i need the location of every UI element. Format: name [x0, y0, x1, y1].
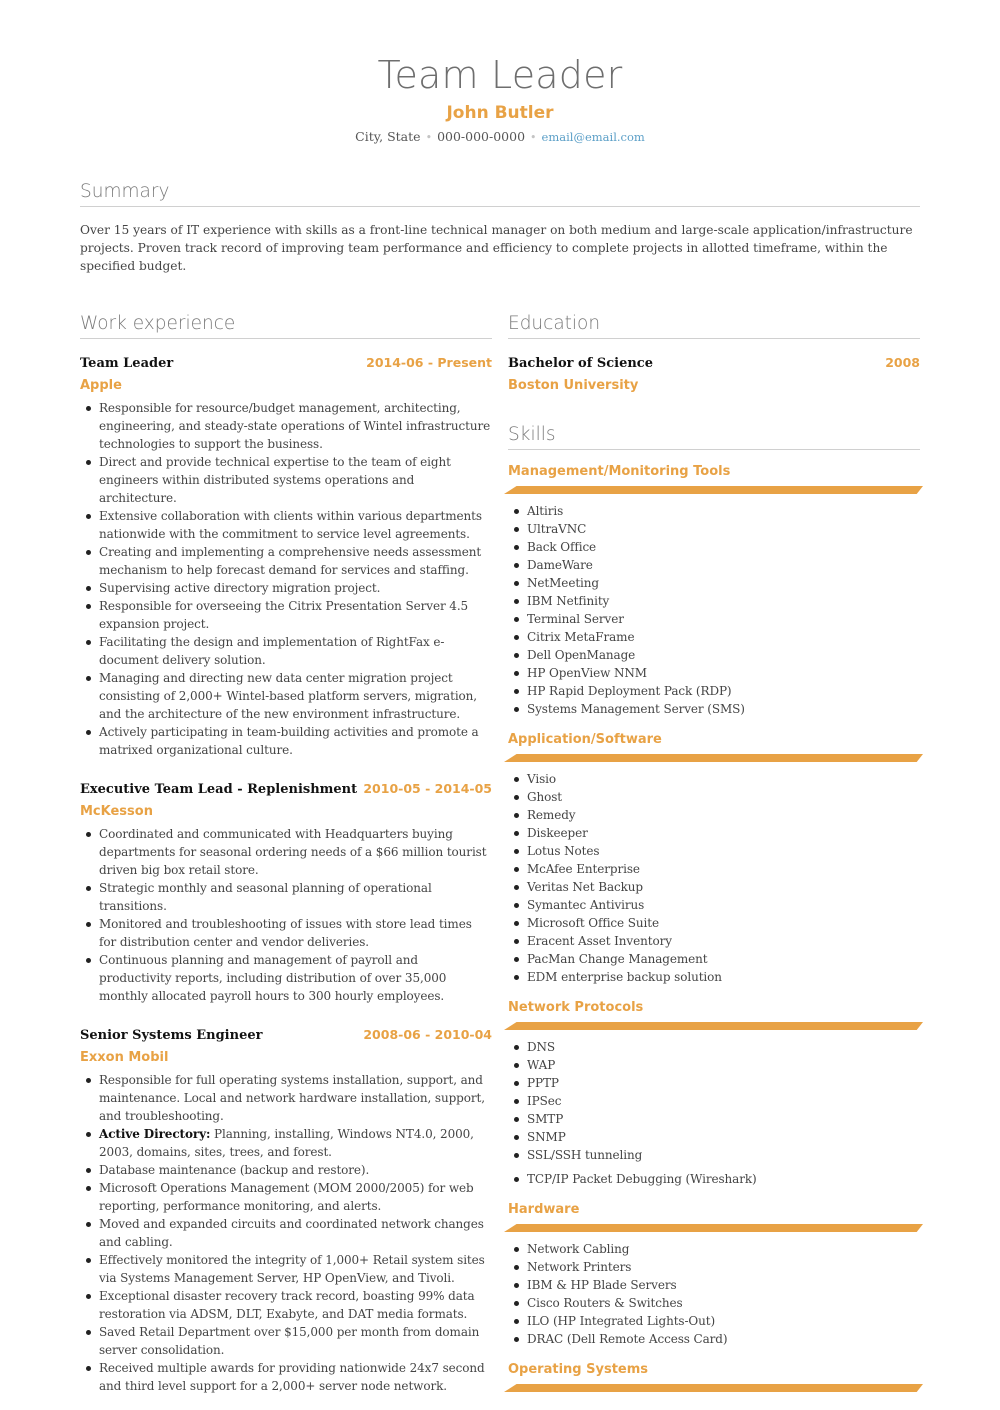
- list-item: Saved Retail Department over $15,000 per month from domain server consolidation.: [80, 1323, 492, 1359]
- summary-heading: Summary: [80, 180, 920, 207]
- skill-item: DameWare: [508, 556, 920, 574]
- skill-item: SSL/SSH tunneling: [508, 1146, 920, 1164]
- skill-item: UltraVNC: [508, 520, 920, 538]
- job-company: Apple: [80, 378, 122, 393]
- school-name: Boston University: [508, 378, 639, 393]
- skill-item: HP Rapid Deployment Pack (RDP): [508, 682, 920, 700]
- skill-item: Network Printers: [508, 1258, 920, 1276]
- job-bullets: [80, 1071, 492, 1395]
- education-entry: [508, 353, 920, 397]
- job-title: Executive Team Lead - Replenishment: [80, 782, 358, 797]
- candidate-name: John Butler: [446, 103, 554, 123]
- graduation-year: 2008: [885, 355, 920, 370]
- job-entry: [80, 1025, 492, 1395]
- skill-item: Ghost: [508, 788, 920, 806]
- skill-level-bar: [504, 1224, 923, 1232]
- list-item: Microsoft Operations Management (MOM 2000/2005) for web reporting, performance monitoring, and alerts.: [80, 1179, 492, 1215]
- separator-dot: •: [425, 131, 433, 144]
- contact-line: [0, 128, 1000, 147]
- list-item: Supervising active directory migration project.: [80, 579, 492, 597]
- skill-item: IPSec: [508, 1092, 920, 1110]
- skill-category: [508, 462, 920, 718]
- job-entry: [80, 353, 492, 759]
- contact-location: City, State: [355, 129, 421, 144]
- skill-item: SMTP: [508, 1110, 920, 1128]
- list-item: Extensive collaboration with clients within various departments nationwide with the commitment to service level agreements.: [80, 507, 492, 543]
- skill-item: Citrix MetaFrame: [508, 628, 920, 646]
- degree: Bachelor of Science: [508, 356, 653, 371]
- resume-title: Team Leader: [377, 53, 623, 97]
- job-title: Senior Systems Engineer: [80, 1028, 263, 1043]
- skills-section: [508, 423, 920, 1392]
- skill-item: Cisco Routers & Switches: [508, 1294, 920, 1312]
- skill-list: [508, 1240, 920, 1348]
- resume-header: [0, 52, 1000, 147]
- job-bullets: [80, 399, 492, 759]
- skill-item: HP OpenView NNM: [508, 664, 920, 682]
- skill-item: SNMP: [508, 1128, 920, 1146]
- skill-item: DRAC (Dell Remote Access Card): [508, 1330, 920, 1348]
- skill-list: [508, 770, 920, 986]
- skill-item: DNS: [508, 1038, 920, 1056]
- job-entry: [80, 779, 492, 1005]
- skill-item: Microsoft Office Suite: [508, 914, 920, 932]
- skill-item: Symantec Antivirus: [508, 896, 920, 914]
- list-item: Coordinated and communicated with Headquarters buying departments for seasonal ordering needs of a $66 million tourist driven big box retail store.: [80, 825, 492, 879]
- skill-category-name: Hardware: [508, 1202, 580, 1217]
- skill-category: [508, 730, 920, 986]
- education-heading: Education: [508, 312, 920, 339]
- skill-item: PacMan Change Management: [508, 950, 920, 968]
- list-item: Actively participating in team-building activities and promote a matrixed organizational culture.: [80, 723, 492, 759]
- skill-item: Visio: [508, 770, 920, 788]
- skill-item: Remedy: [508, 806, 920, 824]
- list-item: Continuous planning and management of payroll and productivity reports, including distribution of over 35,000 monthly allocated payroll hours to 300 hourly employees.: [80, 951, 492, 1005]
- list-item: Managing and directing new data center migration project consisting of 2,000+ Wintel-based platform servers, migration, and the architecture of the new environment infrastructure.: [80, 669, 492, 723]
- skill-category: [508, 998, 920, 1188]
- skill-category: [508, 1200, 920, 1348]
- skill-item: Eracent Asset Inventory: [508, 932, 920, 950]
- skill-item: Network Cabling: [508, 1240, 920, 1258]
- skill-level-bar: [504, 1384, 923, 1392]
- skill-level-bar: [504, 1022, 923, 1030]
- job-date: 2014-06 - Present: [366, 355, 492, 370]
- skill-item: Dell OpenManage: [508, 646, 920, 664]
- skill-item: IBM & HP Blade Servers: [508, 1276, 920, 1294]
- list-item: Monitored and troubleshooting of issues with store lead times for distribution center and vendor deliveries.: [80, 915, 492, 951]
- skill-category-name: Network Protocols: [508, 1000, 644, 1015]
- contact-email-link[interactable]: email@email.com: [541, 130, 645, 144]
- list-item: Responsible for full operating systems installation, support, and maintenance. Local and network hardware installation, support, and troubleshooting.: [80, 1071, 492, 1125]
- active-directory-label: Active Directory:: [99, 1127, 211, 1141]
- job-company: McKesson: [80, 804, 153, 819]
- list-item: Effectively monitored the integrity of 1,000+ Retail system sites via Systems Management Server, HP OpenView, and Tivoli.: [80, 1251, 492, 1287]
- list-item: Direct and provide technical expertise to the team of eight engineers within distributed systems operations and architecture.: [80, 453, 492, 507]
- job-title: Team Leader: [80, 356, 174, 371]
- list-item: Responsible for resource/budget management, architecting, engineering, and steady-state operations of Wintel infrastructure technologies to support the business.: [80, 399, 492, 453]
- list-item: Facilitating the design and implementation of RightFax e-document delivery solution.: [80, 633, 492, 669]
- skill-item: Altiris: [508, 502, 920, 520]
- skill-item: WAP: [508, 1056, 920, 1074]
- list-item: Received multiple awards for providing nationwide 24x7 second and third level support for a 2,000+ server node network.: [80, 1359, 492, 1395]
- summary-section: [80, 180, 920, 275]
- active-directory-text: Planning, installing, Windows NT4.0, 2000, 2003, domains, sites, trees, and forest.: [99, 1127, 474, 1159]
- list-item: Responsible for overseeing the Citrix Presentation Server 4.5 expansion project.: [80, 597, 492, 633]
- skill-list: [508, 502, 920, 718]
- skill-item: Systems Management Server (SMS): [508, 700, 920, 718]
- skill-item: ILO (HP Integrated Lights-Out): [508, 1312, 920, 1330]
- skill-level-bar: [504, 486, 923, 494]
- list-item: Creating and implementing a comprehensive needs assessment mechanism to help forecast demand for services and staffing.: [80, 543, 492, 579]
- skill-category-name: Application/Software: [508, 732, 662, 747]
- skill-item: IBM Netfinity: [508, 592, 920, 610]
- job-company: Exxon Mobil: [80, 1050, 169, 1065]
- education-section: [508, 312, 920, 397]
- skill-item: TCP/IP Packet Debugging (Wireshark): [508, 1170, 920, 1188]
- skill-list: [508, 1038, 920, 1188]
- skill-category-name: Management/Monitoring Tools: [508, 464, 731, 479]
- skill-item: EDM enterprise backup solution: [508, 968, 920, 986]
- list-item: Strategic monthly and seasonal planning of operational transitions.: [80, 879, 492, 915]
- skill-item: NetMeeting: [508, 574, 920, 592]
- skills-heading: Skills: [508, 423, 920, 450]
- work-experience-section: [80, 312, 492, 1395]
- separator-dot: •: [530, 131, 537, 144]
- job-bullets: [80, 825, 492, 1005]
- job-date: 2010-05 - 2014-05: [363, 781, 492, 796]
- right-column: [508, 312, 920, 1392]
- skill-item: Terminal Server: [508, 610, 920, 628]
- skill-item: PPTP: [508, 1074, 920, 1092]
- list-item: Exceptional disaster recovery track record, boasting 99% data restoration via ADSM, DLT, Exabyte, and DAT media formats.: [80, 1287, 492, 1323]
- list-item: Database maintenance (backup and restore).: [80, 1161, 492, 1179]
- skill-item: Diskeeper: [508, 824, 920, 842]
- job-date: 2008-06 - 2010-04: [363, 1027, 492, 1042]
- skill-item: Back Office: [508, 538, 920, 556]
- skill-level-bar: [504, 754, 923, 762]
- skill-item: McAfee Enterprise: [508, 860, 920, 878]
- list-item: Moved and expanded circuits and coordinated network changes and cabling.: [80, 1215, 492, 1251]
- contact-phone: 000-000-0000: [437, 129, 526, 144]
- skill-category-name: Operating Systems: [508, 1362, 649, 1377]
- skill-item: Veritas Net Backup: [508, 878, 920, 896]
- skill-item: Lotus Notes: [508, 842, 920, 860]
- work-experience-heading: Work experience: [80, 312, 492, 339]
- summary-text: Over 15 years of IT experience with skills as a front-line technical manager on both medium and large-scale application/infrastructure projects. Proven track record of improving team performance and efficiency to complete projects in allotted timeframe, within the specified budget.: [80, 223, 913, 273]
- list-item: [80, 1125, 492, 1161]
- skill-category: [508, 1360, 920, 1392]
